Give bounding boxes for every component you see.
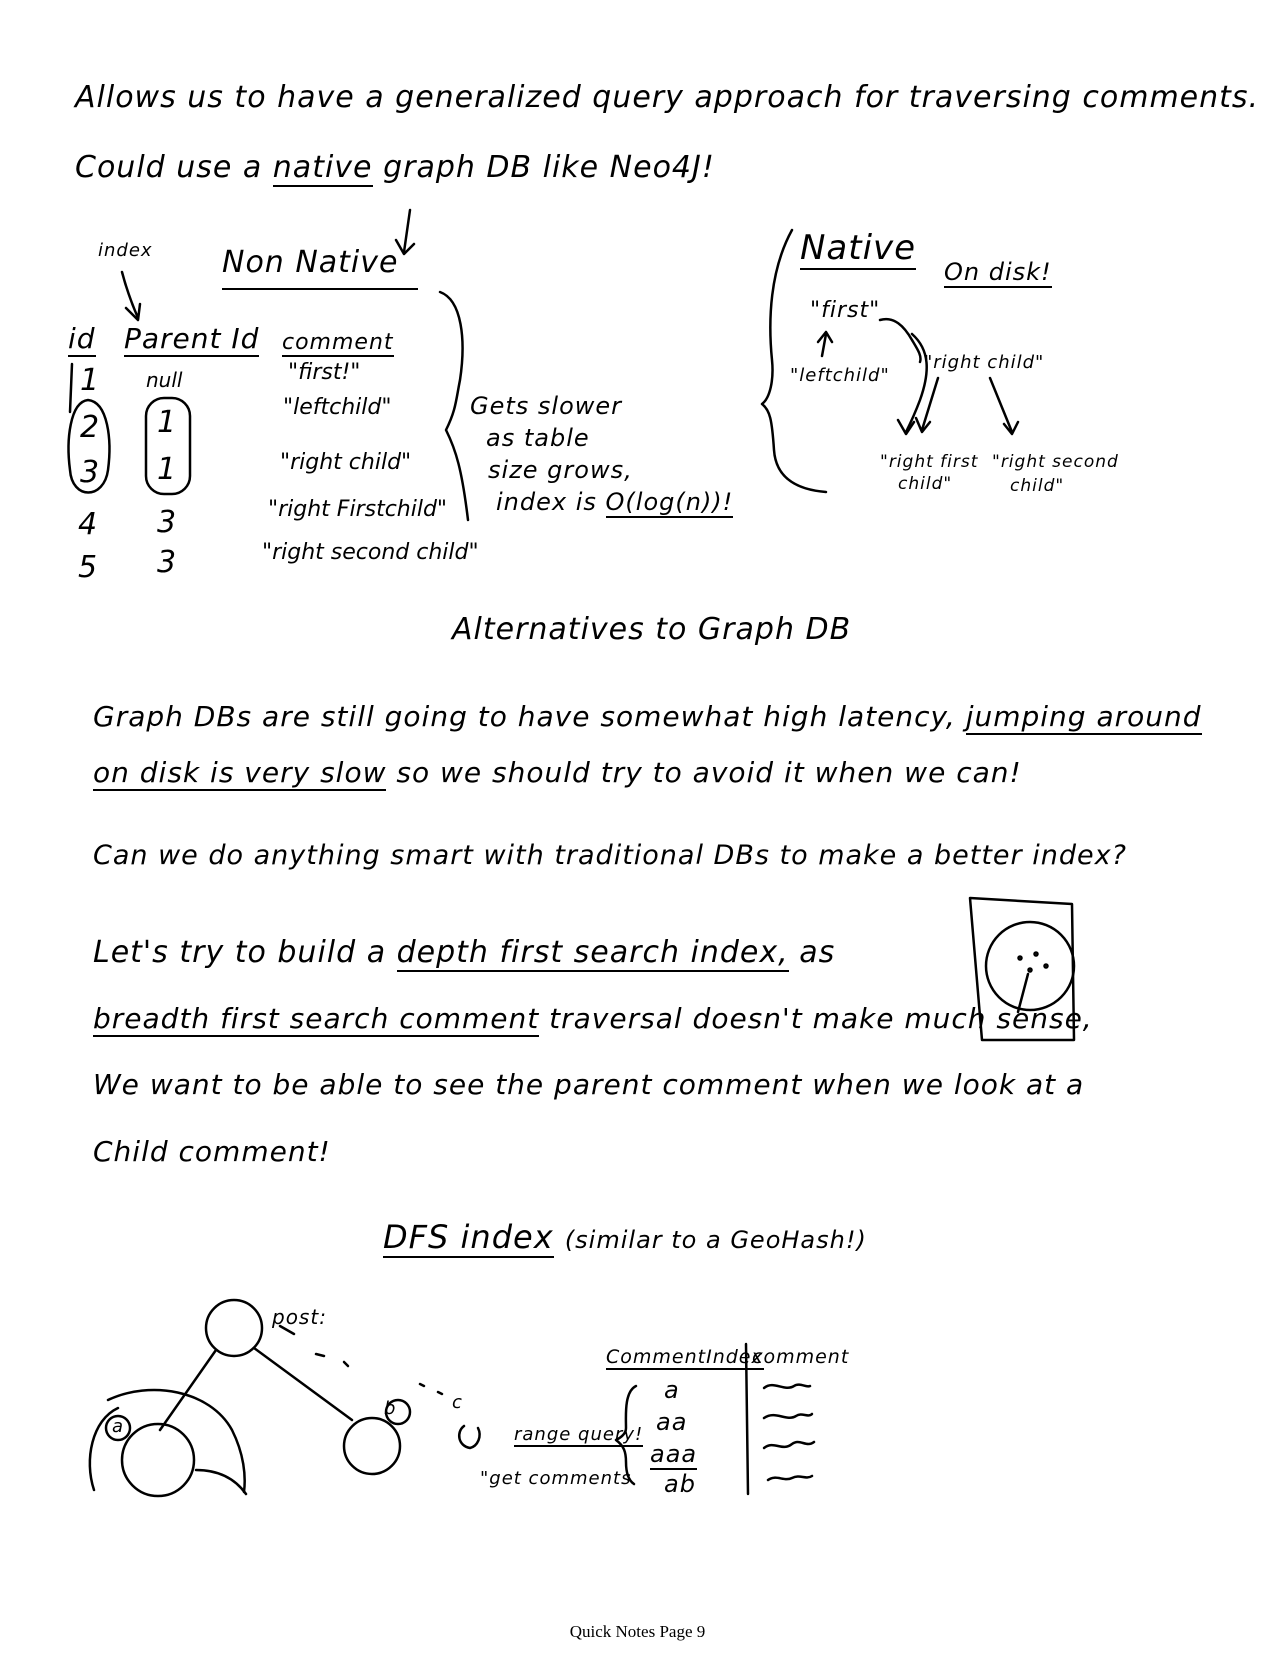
alt-p3-line3: We want to be able to see the parent comment when we look at a bbox=[93, 1068, 1085, 1101]
node-right-second-child-2: child" bbox=[1010, 476, 1065, 496]
non-native-title: Non Native bbox=[222, 245, 418, 290]
row-2-3-parent-box bbox=[146, 398, 190, 494]
intro-line-2-pre: Could use a bbox=[75, 150, 263, 185]
index-label: index bbox=[98, 240, 153, 261]
col-header-comment: comment bbox=[282, 330, 394, 355]
index-value-aaa: aaa bbox=[650, 1440, 698, 1468]
dfs-node-a: a bbox=[112, 1416, 125, 1437]
index-value-ab: ab bbox=[664, 1470, 696, 1498]
col-header-parent-id: Parent Id bbox=[124, 322, 260, 355]
row-4-id: 4 bbox=[78, 507, 98, 542]
id-1-bracket bbox=[70, 364, 72, 412]
native-edge-icons bbox=[818, 319, 1018, 434]
alt-p3-line1-pre: Let's try to build a bbox=[93, 935, 387, 970]
slower-note-3: size grows, bbox=[488, 456, 633, 484]
node-right-second-child-1: "right second bbox=[992, 452, 1119, 472]
row-2-id: 2 bbox=[80, 410, 100, 445]
dfs-heading-post: (similar to a GeoHash!) bbox=[564, 1226, 867, 1254]
index-value-aa: aa bbox=[656, 1408, 688, 1436]
native-brace bbox=[762, 230, 826, 492]
row-2-parent: 1 bbox=[157, 405, 177, 440]
row-4-comment: "right Firstchild" bbox=[268, 497, 448, 522]
row-3-parent: 1 bbox=[157, 452, 177, 487]
intro-line-1: Allows us to have a generalized query approach for traversing comments. bbox=[75, 80, 1260, 115]
intro-line-2-post: graph DB like Neo4J! bbox=[383, 150, 715, 185]
dfs-index-underlined: depth first search index, bbox=[396, 935, 789, 970]
alt-p2: Can we do anything smart with traditional DBs to make a better index? bbox=[93, 840, 1127, 871]
alt-p3-line1-post: as bbox=[799, 935, 836, 970]
neo4j-arrow-icon bbox=[396, 210, 414, 254]
big-o-label: O(log(n))! bbox=[605, 488, 734, 516]
alt-p1-line2-post: so we should try to avoid it when we can! bbox=[396, 756, 1022, 789]
node-right-first-child-2: child" bbox=[898, 474, 953, 494]
native-underlined: native bbox=[272, 150, 373, 185]
row-1-comment: "first!" bbox=[288, 360, 361, 385]
dfs-tree-icon bbox=[90, 1300, 480, 1496]
col-header-id: id bbox=[68, 322, 96, 355]
index-value-a: a bbox=[664, 1376, 680, 1404]
post-label: post: bbox=[272, 1305, 327, 1329]
slower-note-4-pre: index is bbox=[496, 488, 597, 516]
dfs-table-lines bbox=[616, 1344, 814, 1494]
alt-p1-line1-pre: Graph DBs are still going to have somewhat high latency, bbox=[93, 700, 956, 733]
slower-note-2: as table bbox=[486, 424, 590, 452]
node-left-child: "leftchild" bbox=[790, 365, 890, 386]
row-5-comment: "right second child" bbox=[262, 540, 479, 565]
row-3-id: 3 bbox=[80, 455, 100, 490]
row-4-parent: 3 bbox=[157, 505, 177, 540]
range-query-label: range query! bbox=[514, 1424, 644, 1445]
on-disk-slow-underlined: on disk is very slow bbox=[93, 756, 387, 789]
row-3-comment: "right child" bbox=[280, 450, 412, 475]
bfs-comment-underlined: breadth first search comment bbox=[93, 1002, 540, 1035]
row-2-comment: "leftchild" bbox=[283, 395, 392, 420]
node-right-child: "right child" bbox=[924, 352, 1045, 373]
native-title: Native bbox=[800, 228, 917, 268]
node-first: "first" bbox=[810, 298, 881, 323]
dfs-heading-underlined: DFS index bbox=[383, 1218, 554, 1256]
get-comments-label: "get comments bbox=[480, 1468, 632, 1489]
page-footer: Quick Notes Page 9 bbox=[569, 1622, 706, 1641]
row-1-parent: null bbox=[146, 368, 183, 392]
row-5-parent: 3 bbox=[157, 545, 177, 580]
alt-p3-line2-post: traversal doesn't make much sense, bbox=[549, 1002, 1093, 1035]
sketch-drawing-icon bbox=[970, 898, 1074, 1040]
comment-index-header: CommentIndex bbox=[606, 1346, 764, 1368]
dfs-node-c: c bbox=[452, 1392, 463, 1413]
jumping-around-underlined: jumping around bbox=[965, 700, 1202, 733]
on-disk-label: On disk! bbox=[944, 258, 1052, 286]
comment-header: comment bbox=[752, 1346, 850, 1368]
alt-p3-line4: Child comment! bbox=[93, 1135, 331, 1168]
table-brace bbox=[440, 292, 468, 520]
index-arrow-icon bbox=[122, 272, 140, 320]
alternatives-heading: Alternatives to Graph DB bbox=[452, 612, 852, 647]
slower-note-1: Gets slower bbox=[470, 392, 623, 420]
row-2-3-id-circle bbox=[69, 400, 110, 493]
row-1-id: 1 bbox=[80, 363, 100, 398]
node-right-first-child-1: "right first bbox=[880, 452, 979, 472]
dfs-node-b: b bbox=[384, 1398, 397, 1419]
row-5-id: 5 bbox=[78, 550, 98, 585]
